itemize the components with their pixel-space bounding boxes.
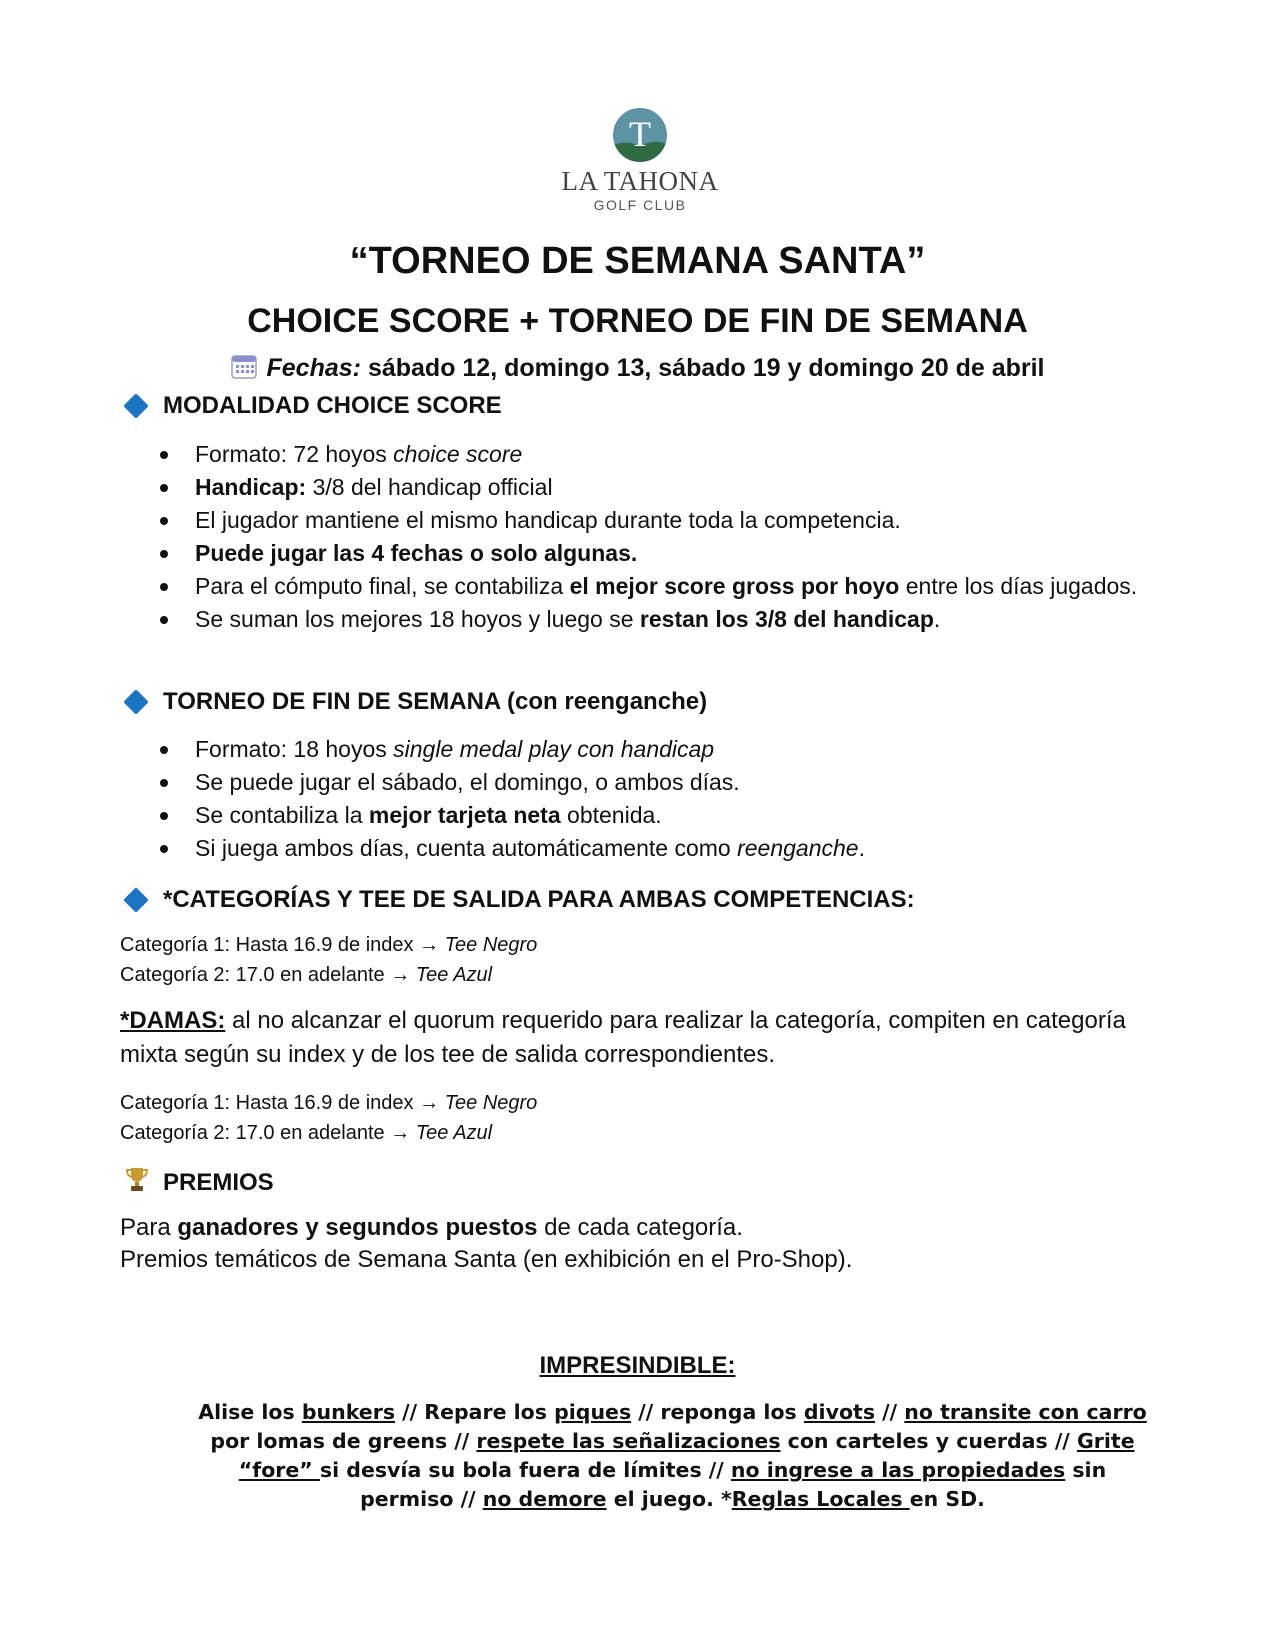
rule-highlight: respete las señalizaciones bbox=[476, 1429, 781, 1453]
category-2-line: Categoría 2: 17.0 en adelante → Tee Azul bbox=[120, 1122, 493, 1144]
rule-text: // Repare los bbox=[395, 1400, 555, 1424]
list-item: El jugador mantiene el mismo handicap durante toda la competencia. bbox=[160, 504, 1150, 537]
dates-value: sábado 12, domingo 13, sábado 19 y domingo 20 de abril bbox=[367, 354, 1045, 382]
list-item: Puede jugar las 4 fechas o solo algunas. bbox=[160, 537, 1150, 570]
damas-paragraph: *DAMAS: al no alcanzar el quorum requerido para realizar la categoría, compiten en categoría mixta según su index y de los tee de salida correspondientes. bbox=[120, 1007, 1126, 1068]
rule-text: // bbox=[875, 1400, 905, 1424]
categorias-block-2 bbox=[120, 1088, 537, 1148]
rule-text: con carteles y cuerdas // bbox=[780, 1429, 1077, 1453]
category-1-line: Categoría 1: Hasta 16.9 de index → Tee Negro bbox=[120, 934, 538, 956]
rule-text: si desvía su bola fuera de límites // bbox=[319, 1458, 731, 1482]
rule-highlight: piques bbox=[554, 1400, 632, 1424]
list-item: Formato: 18 hoyos single medal play con handicap bbox=[160, 733, 1150, 766]
rule-text: el juego. * bbox=[606, 1487, 732, 1511]
fin-de-semana-list bbox=[160, 733, 1150, 865]
list-item: Se contabiliza la mejor tarjeta neta obtenida. bbox=[160, 799, 1150, 832]
list-item: Se suman los mejores 18 hoyos y luego se restan los 3/8 del handicap. bbox=[160, 603, 1150, 636]
list-item: Formato: 72 hoyos choice score bbox=[160, 438, 1150, 471]
trophy-icon bbox=[125, 1166, 149, 1199]
rule-text: por lomas de greens // bbox=[210, 1429, 477, 1453]
logo-emblem bbox=[608, 108, 672, 162]
impresindible-heading: IMPRESINDIBLE: bbox=[539, 1352, 736, 1379]
list-item: Handicap: 3/8 del handicap official bbox=[160, 471, 1150, 504]
category-1-line: Categoría 1: Hasta 16.9 de index → Tee Negro bbox=[120, 1092, 538, 1114]
logo-name: LA TAHONA bbox=[561, 166, 719, 196]
section-premios-heading: PREMIOS bbox=[121, 1166, 274, 1199]
calendar-icon bbox=[231, 353, 257, 386]
rule-highlight: no demore bbox=[482, 1487, 607, 1511]
choice-score-list bbox=[160, 438, 1150, 636]
rule-highlight: Grite “fore” bbox=[238, 1429, 1135, 1482]
course-rules-paragraph bbox=[195, 1398, 1150, 1514]
rule-text: en SD. bbox=[909, 1487, 985, 1511]
section-categorias-heading: *CATEGORÍAS Y TEE DE SALIDA PARA AMBAS COMPETENCIAS: bbox=[121, 886, 915, 914]
club-logo bbox=[540, 108, 740, 213]
premios-line-1: Para ganadores y segundos puestos de cada categoría. bbox=[120, 1214, 743, 1241]
rule-highlight: no transite con carro bbox=[904, 1400, 1147, 1424]
rule-text: Alise los bbox=[198, 1400, 302, 1424]
rule-highlight: bunkers bbox=[301, 1400, 396, 1424]
dates-label: Fechas: bbox=[266, 354, 361, 382]
page-subtitle: CHOICE SCORE + TORNEO DE FIN DE SEMANA bbox=[247, 302, 1028, 340]
svg-text:T: T bbox=[629, 114, 651, 154]
blue-diamond-icon bbox=[123, 393, 148, 418]
list-item: Se puede jugar el sábado, el domingo, o ambos días. bbox=[160, 766, 1150, 799]
premios-text bbox=[120, 1212, 1160, 1276]
section-choice-score-heading: MODALIDAD CHOICE SCORE bbox=[121, 392, 502, 420]
dates-line bbox=[0, 353, 1275, 386]
category-2-line: Categoría 2: 17.0 en adelante → Tee Azul bbox=[120, 964, 493, 986]
page-title: “TORNEO DE SEMANA SANTA” bbox=[349, 240, 926, 282]
rule-text: // reponga los bbox=[631, 1400, 804, 1424]
list-item: Si juega ambos días, cuenta automáticamente como reenganche. bbox=[160, 832, 1150, 865]
section-fin-de-semana-heading: TORNEO DE FIN DE SEMANA (con reenganche) bbox=[121, 688, 707, 716]
blue-diamond-icon bbox=[123, 887, 148, 912]
list-item: Para el cómputo final, se contabiliza el mejor score gross por hoyo entre los días jugados. bbox=[160, 570, 1150, 603]
logo-subtitle: GOLF CLUB bbox=[593, 197, 687, 213]
premios-line-2: Premios temáticos de Semana Santa (en exhibición en el Pro-Shop). bbox=[120, 1246, 853, 1273]
rule-highlight: Reglas Locales bbox=[731, 1487, 910, 1511]
blue-diamond-icon bbox=[123, 689, 148, 714]
rule-highlight: divots bbox=[803, 1400, 876, 1424]
rule-text: sin permiso // bbox=[360, 1458, 1107, 1511]
categorias-block-1 bbox=[120, 930, 537, 990]
rule-highlight: no ingrese a las propiedades bbox=[730, 1458, 1066, 1482]
